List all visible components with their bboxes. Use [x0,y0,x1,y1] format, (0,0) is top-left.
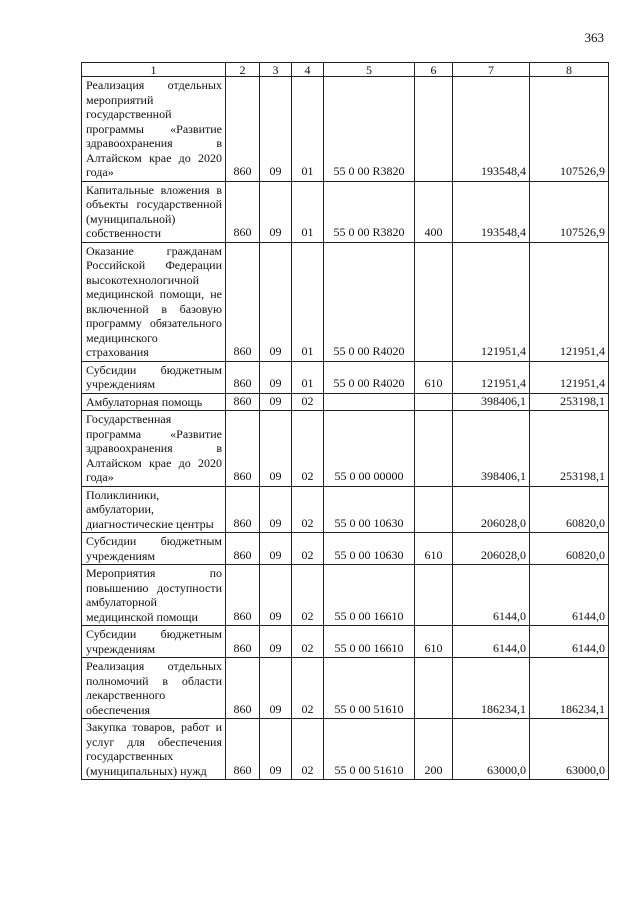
cell-c8: 107526,9 [530,181,609,242]
cell-c8: 121951,4 [530,361,609,393]
table-header-row [82,63,609,77]
cell-c7: 121951,4 [453,242,530,361]
cell-c3: 09 [260,719,292,780]
cell-c3: 09 [260,361,292,393]
cell-c2: 860 [226,626,260,658]
cell-c8: 60820,0 [530,486,609,533]
cell-c6 [415,77,453,182]
cell-c7: 186234,1 [453,658,530,719]
cell-c3: 09 [260,411,292,487]
cell-c7: 398406,1 [453,411,530,487]
cell-c4: 02 [292,626,324,658]
cell-c4: 01 [292,242,324,361]
cell-c5: 55 0 00 16610 [324,626,415,658]
table-row [82,565,609,626]
cell-c2: 860 [226,77,260,182]
cell-c2: 860 [226,533,260,565]
row-name-cell: Реализация отдельных мероприятий государственной программы «Развитие здравоохранения в Алтайском крае до 2020 года» [82,77,226,182]
column-header: 6 [415,63,453,77]
cell-c3: 09 [260,533,292,565]
cell-c5: 55 0 00 R4020 [324,242,415,361]
cell-c7: 206028,0 [453,486,530,533]
cell-c5: 55 0 00 00000 [324,411,415,487]
cell-c2: 860 [226,658,260,719]
column-header: 8 [530,63,609,77]
cell-c4: 01 [292,181,324,242]
cell-c2: 860 [226,486,260,533]
row-name-cell: Амбулаторная помощь [82,393,226,411]
cell-c5: 55 0 00 R3820 [324,181,415,242]
cell-c2: 860 [226,181,260,242]
cell-c2: 860 [226,393,260,411]
cell-c3: 09 [260,242,292,361]
cell-c3: 09 [260,626,292,658]
cell-c8: 63000,0 [530,719,609,780]
column-header: 3 [260,63,292,77]
cell-c2: 860 [226,719,260,780]
cell-c7: 193548,4 [453,181,530,242]
cell-c6 [415,411,453,487]
table-row [82,77,609,182]
cell-c5: 55 0 00 R3820 [324,77,415,182]
column-header: 4 [292,63,324,77]
cell-c2: 860 [226,361,260,393]
table-row [82,242,609,361]
cell-c2: 860 [226,242,260,361]
cell-c7: 6144,0 [453,565,530,626]
cell-c2: 860 [226,411,260,487]
table-row [82,361,609,393]
cell-c4: 02 [292,565,324,626]
cell-c5 [324,393,415,411]
row-name-cell: Реализация отдельных полномочий в области лекарственного обеспечения [82,658,226,719]
cell-c6 [415,658,453,719]
row-name-cell: Субсидии бюджетным учреждениям [82,533,226,565]
cell-c4: 01 [292,361,324,393]
cell-c6: 400 [415,181,453,242]
row-name-cell: Закупка товаров, работ и услуг для обеспечения государственных (муниципальных) нужд [82,719,226,780]
table-row [82,658,609,719]
cell-c6: 200 [415,719,453,780]
table-row [82,393,609,411]
cell-c3: 09 [260,658,292,719]
cell-c5: 55 0 00 10630 [324,486,415,533]
column-header: 2 [226,63,260,77]
cell-c7: 206028,0 [453,533,530,565]
row-name-cell: Капитальные вложения в объекты государственной (муниципальной) собственности [82,181,226,242]
cell-c4: 02 [292,486,324,533]
cell-c6 [415,242,453,361]
cell-c7: 398406,1 [453,393,530,411]
cell-c8: 186234,1 [530,658,609,719]
cell-c2: 860 [226,565,260,626]
cell-c7: 193548,4 [453,77,530,182]
table-row [82,181,609,242]
cell-c4: 02 [292,719,324,780]
column-header: 5 [324,63,415,77]
cell-c4: 01 [292,77,324,182]
cell-c8: 107526,9 [530,77,609,182]
column-header: 7 [453,63,530,77]
cell-c7: 6144,0 [453,626,530,658]
row-name-cell: Субсидии бюджетным учреждениям [82,626,226,658]
table-row [82,533,609,565]
row-name-cell: Поликлиники, амбулатории, диагностические центры [82,486,226,533]
cell-c3: 09 [260,565,292,626]
cell-c6 [415,393,453,411]
cell-c8: 6144,0 [530,565,609,626]
cell-c7: 121951,4 [453,361,530,393]
cell-c8: 253198,1 [530,393,609,411]
row-name-cell: Мероприятия по повышению доступности амбулаторной медицинской помощи [82,565,226,626]
page-number: 363 [584,30,604,45]
cell-c4: 02 [292,393,324,411]
cell-c4: 02 [292,411,324,487]
cell-c7: 63000,0 [453,719,530,780]
cell-c4: 02 [292,533,324,565]
cell-c8: 253198,1 [530,411,609,487]
cell-c4: 02 [292,658,324,719]
cell-c5: 55 0 00 10630 [324,533,415,565]
cell-c6 [415,486,453,533]
cell-c8: 6144,0 [530,626,609,658]
cell-c8: 60820,0 [530,533,609,565]
cell-c6 [415,565,453,626]
cell-c6: 610 [415,626,453,658]
cell-c5: 55 0 00 51610 [324,719,415,780]
cell-c5: 55 0 00 R4020 [324,361,415,393]
table-row [82,626,609,658]
cell-c5: 55 0 00 51610 [324,658,415,719]
row-name-cell: Субсидии бюджетным учреждениям [82,361,226,393]
table-row [82,486,609,533]
row-name-cell: Оказание гражданам Российской Федерации высокотехнологичной медицинской помощи, не включенной в базовую программу обязательного медицинского страхования [82,242,226,361]
table-row [82,411,609,487]
cell-c3: 09 [260,486,292,533]
budget-table [81,62,609,780]
cell-c3: 09 [260,181,292,242]
table-row [82,719,609,780]
cell-c3: 09 [260,77,292,182]
row-name-cell: Государственная программа «Развитие здравоохранения в Алтайском крае до 2020 года» [82,411,226,487]
cell-c5: 55 0 00 16610 [324,565,415,626]
cell-c3: 09 [260,393,292,411]
cell-c6: 610 [415,361,453,393]
cell-c6: 610 [415,533,453,565]
column-header: 1 [82,63,226,77]
cell-c8: 121951,4 [530,242,609,361]
